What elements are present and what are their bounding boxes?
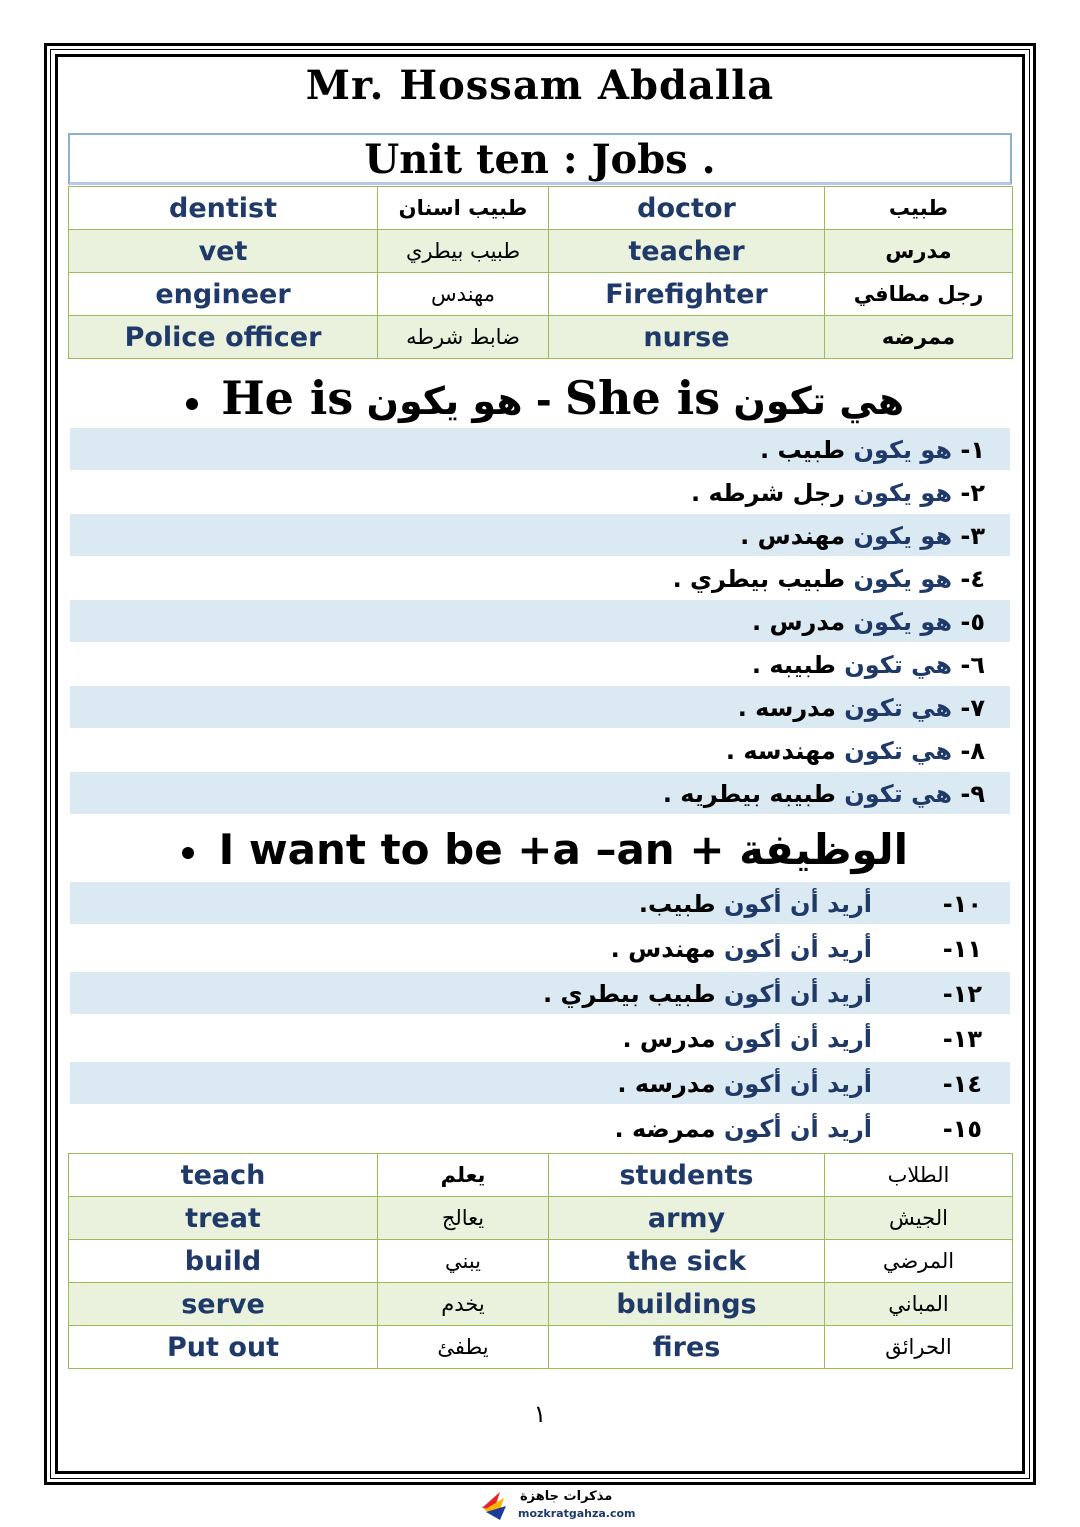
he-en: He is xyxy=(221,371,354,425)
job-word: مدرس . xyxy=(622,1025,716,1053)
job-word: طبيب. xyxy=(638,890,716,918)
list-item xyxy=(691,479,985,507)
job-word: طبيب بيطري . xyxy=(672,565,846,593)
list-item xyxy=(622,1025,872,1053)
item-number: ٦- xyxy=(960,651,985,679)
list-item xyxy=(673,565,985,593)
word-en: Firefighter xyxy=(549,273,825,316)
subject-phrase: هي تكون xyxy=(844,694,953,722)
table-row xyxy=(69,316,1013,359)
jobs-vocab-table xyxy=(68,186,1013,359)
subject-phrase: هو يكون xyxy=(853,565,953,593)
subject-phrase: هي تكون xyxy=(844,737,953,765)
word-en: dentist xyxy=(69,187,378,230)
list-item xyxy=(752,651,985,679)
want-phrase: أريد أن أكون xyxy=(723,935,872,963)
bullet-icon xyxy=(186,398,198,410)
job-word: طبيبه بيطريه . xyxy=(662,780,836,808)
item-number: ١٢- xyxy=(942,980,982,1008)
word-ar: ضابط شرطه xyxy=(378,316,549,359)
list-item xyxy=(617,1070,872,1098)
word-ar: ممرضه xyxy=(825,316,1013,359)
item-number: ١٣- xyxy=(942,1025,982,1053)
subject-phrase: هو يكون xyxy=(853,522,953,550)
word-ar: الحرائق xyxy=(825,1326,1013,1369)
word-ar: يخدم xyxy=(378,1283,549,1326)
table-row xyxy=(69,273,1013,316)
subject-phrase: هو يكون xyxy=(853,608,953,636)
list-item xyxy=(663,780,985,808)
word-en: the sick xyxy=(549,1240,825,1283)
site-name-ar: مذكرات جاهزة xyxy=(520,1489,613,1504)
item-number: ١٠- xyxy=(942,890,982,918)
subject-phrase: هو يكون xyxy=(853,479,953,507)
list-item xyxy=(760,436,985,464)
job-word: طبيبه . xyxy=(751,651,836,679)
list-item xyxy=(543,980,872,1008)
job-word: طبيب بيطري . xyxy=(543,980,716,1008)
she-en: She is xyxy=(564,371,721,425)
word-en: fires xyxy=(549,1326,825,1369)
job-word: مهندس . xyxy=(610,935,716,963)
word-en: students xyxy=(549,1154,825,1197)
list-item xyxy=(738,694,985,722)
job-word: مهندس . xyxy=(740,522,846,550)
list-item xyxy=(752,608,985,636)
word-ar: طبيب اسنان xyxy=(378,187,549,230)
want-phrase: أريد أن أكون xyxy=(723,890,872,918)
site-url: mozkratgahza.com xyxy=(518,1507,636,1520)
he-ar: هو يكون xyxy=(366,379,523,423)
table-row xyxy=(69,1240,1013,1283)
want-phrase: أريد أن أكون xyxy=(723,1070,872,1098)
word-ar: يطفئ xyxy=(378,1326,549,1369)
subject-phrase: هي تكون xyxy=(844,780,953,808)
word-ar: الطلاب xyxy=(825,1154,1013,1197)
unit-title: Unit ten : Jobs . xyxy=(68,133,1012,185)
item-number: ١١- xyxy=(942,935,982,963)
want-phrase: أريد أن أكون xyxy=(723,980,872,1008)
item-number: ٩- xyxy=(960,780,985,808)
word-en: teacher xyxy=(549,230,825,273)
word-ar: المباني xyxy=(825,1283,1013,1326)
word-ar: طبيب xyxy=(825,187,1013,230)
she-ar: هي تكون xyxy=(733,379,905,423)
item-number: ٥- xyxy=(960,608,985,636)
item-number: ١٥- xyxy=(942,1115,982,1143)
item-number: ٨- xyxy=(960,737,985,765)
bullet-icon xyxy=(182,847,194,859)
heading-dash: - xyxy=(535,379,552,423)
table-row xyxy=(69,230,1013,273)
table-row xyxy=(69,187,1013,230)
item-number: ٤- xyxy=(960,565,985,593)
word-en: buildings xyxy=(549,1283,825,1326)
list-item xyxy=(639,890,872,918)
word-en: doctor xyxy=(549,187,825,230)
word-ar: المرضي xyxy=(825,1240,1013,1283)
table-row xyxy=(69,1154,1013,1197)
want-phrase: أريد أن أكون xyxy=(723,1025,872,1053)
job-word: رجل شرطه . xyxy=(691,479,846,507)
table-row xyxy=(69,1283,1013,1326)
word-en: serve xyxy=(69,1283,378,1326)
job-word: مدرس . xyxy=(751,608,846,636)
verbs-vocab-table xyxy=(68,1153,1013,1369)
job-word: طبيب . xyxy=(760,436,846,464)
word-ar: رجل مطافي xyxy=(825,273,1013,316)
word-ar: الجيش xyxy=(825,1197,1013,1240)
teacher-name: Mr. Hossam Abdalla xyxy=(305,62,775,109)
list-item xyxy=(611,935,872,963)
want-to-be-heading xyxy=(60,822,1020,878)
word-ar: يبني xyxy=(378,1240,549,1283)
list-item xyxy=(614,1115,872,1143)
subject-phrase: هو يكون xyxy=(853,436,953,464)
word-en: Put out xyxy=(69,1326,378,1369)
want-phrase: أريد أن أكون xyxy=(723,1115,872,1143)
page-number: ١ xyxy=(533,1400,547,1428)
word-en: vet xyxy=(69,230,378,273)
item-number: ٣- xyxy=(960,522,985,550)
he-she-heading xyxy=(60,372,1020,424)
job-word: مدرسه . xyxy=(737,694,836,722)
word-ar: مدرس xyxy=(825,230,1013,273)
word-en: teach xyxy=(69,1154,378,1197)
word-en: engineer xyxy=(69,273,378,316)
item-number: ٢- xyxy=(960,479,985,507)
word-en: nurse xyxy=(549,316,825,359)
job-ar: الوظيفة xyxy=(739,825,909,874)
word-en: build xyxy=(69,1240,378,1283)
list-item xyxy=(740,522,985,550)
job-word: مدرسه . xyxy=(617,1070,716,1098)
word-en: Police officer xyxy=(69,316,378,359)
job-word: مهندسه . xyxy=(725,737,836,765)
list-item xyxy=(726,737,985,765)
word-ar: يعلم xyxy=(378,1154,549,1197)
word-ar: طبيب بيطري xyxy=(378,230,549,273)
want-en: I want to be +a –an + xyxy=(218,825,725,874)
word-ar: يعالج xyxy=(378,1197,549,1240)
item-number: ٧- xyxy=(960,694,985,722)
subject-phrase: هي تكون xyxy=(844,651,953,679)
item-number: ١- xyxy=(960,436,985,464)
job-word: ممرضه . xyxy=(614,1115,716,1143)
item-number: ١٤- xyxy=(942,1070,982,1098)
word-en: treat xyxy=(69,1197,378,1240)
table-row xyxy=(69,1197,1013,1240)
word-en: army xyxy=(549,1197,825,1240)
table-row xyxy=(69,1326,1013,1369)
word-ar: مهندس xyxy=(378,273,549,316)
